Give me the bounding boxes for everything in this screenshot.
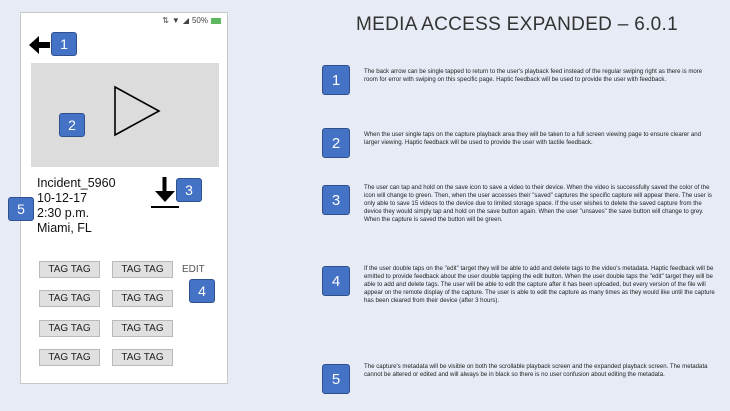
callout-badge-5: 5	[8, 197, 34, 221]
incident-location: Miami, FL	[37, 221, 92, 235]
incident-name: Incident_5960	[37, 176, 116, 190]
note-2-text: When the user single taps on the capture playback area they will be taken to a full screen viewing page to ensure clearer and larger viewing. Haptic feedback will be used to provide the user with tactile feedback.	[364, 131, 702, 146]
battery-icon	[211, 18, 221, 24]
tag-chip: TAG TAG	[39, 261, 100, 278]
tag-chip: TAG TAG	[39, 320, 100, 337]
note-badge-3: 3	[322, 185, 350, 215]
note-4-text: If the user double taps on the "edit" target they will be able to add and delete tags to the video's metadata. Haptic feedback will be emitted to provide feedback about the user double tapping the edit button. When the user double taps the "edit" target they will be able to add and delete tags. The user will be able to edit the capture after it has been uploaded, but every version of the file will appear on the remote display of the capture. The user is able to edit the capture as many times as they would like until the capture has been cleared from their device (after 3 hours).	[364, 265, 715, 304]
note-badge-1: 1	[322, 65, 350, 95]
edit-button[interactable]: EDIT	[182, 264, 205, 275]
callout-badge-2: 2	[59, 113, 85, 137]
note-3-text: The user can tap and hold on the save icon to save a video to their device. When the video is successfully saved the color of the icon will change to green. Then, when the user accesses their "saved" captures the specific capture will appear there. The user is only able to save 15 videos to the device due to limited storage space. If the user wishes to delete the saved capture from the device they would simply tap and hold on the save button again. When the user "unsaves" the save button will change to grey. When the capture is saved the button will be green.	[364, 184, 712, 223]
tag-chip: TAG TAG	[112, 349, 173, 366]
incident-time: 2:30 p.m.	[37, 206, 90, 220]
wifi-icon: ▼	[171, 16, 180, 25]
tag-chip: TAG TAG	[39, 290, 100, 307]
phone-mockup	[17, 12, 228, 384]
capture-playback-area[interactable]	[31, 63, 219, 167]
play-icon	[109, 83, 165, 139]
back-arrow-icon[interactable]	[29, 35, 51, 55]
tag-chip: TAG TAG	[112, 320, 173, 337]
callout-badge-1: 1	[51, 32, 77, 56]
note-badge-5: 5	[322, 364, 350, 394]
signal-icon: ◢	[182, 16, 189, 25]
note-5-text: The capture's metadata will be visible on both the scrollable playback screen and the expanded playback screen. The metadata cannot be altered or edited and will always be in black so there is no user confusion about editing the metadata.	[364, 363, 708, 378]
note-badge-4: 4	[322, 266, 350, 296]
callout-badge-3: 3	[176, 178, 202, 202]
note-1-text: The back arrow can be single tapped to return to the user's playback feed instead of the regular swiping right as there is more room for error with swiping on this specific page. Haptic feedback will be used to provide the user with feedback.	[364, 68, 703, 83]
page-title: MEDIA ACCESS EXPANDED – 6.0.1	[356, 14, 678, 35]
status-bar	[162, 16, 221, 25]
tag-chip: TAG TAG	[39, 349, 100, 366]
note-badge-2: 2	[322, 128, 350, 158]
callout-badge-4: 4	[189, 279, 215, 303]
tag-chip: TAG TAG	[112, 261, 173, 278]
tag-chip: TAG TAG	[112, 290, 173, 307]
incident-date: 10-12-17	[37, 191, 88, 205]
battery-text: 50%	[191, 16, 208, 25]
save-download-icon[interactable]	[151, 177, 179, 209]
data-icon: ⇅	[162, 16, 169, 25]
capture-metadata	[37, 176, 116, 236]
